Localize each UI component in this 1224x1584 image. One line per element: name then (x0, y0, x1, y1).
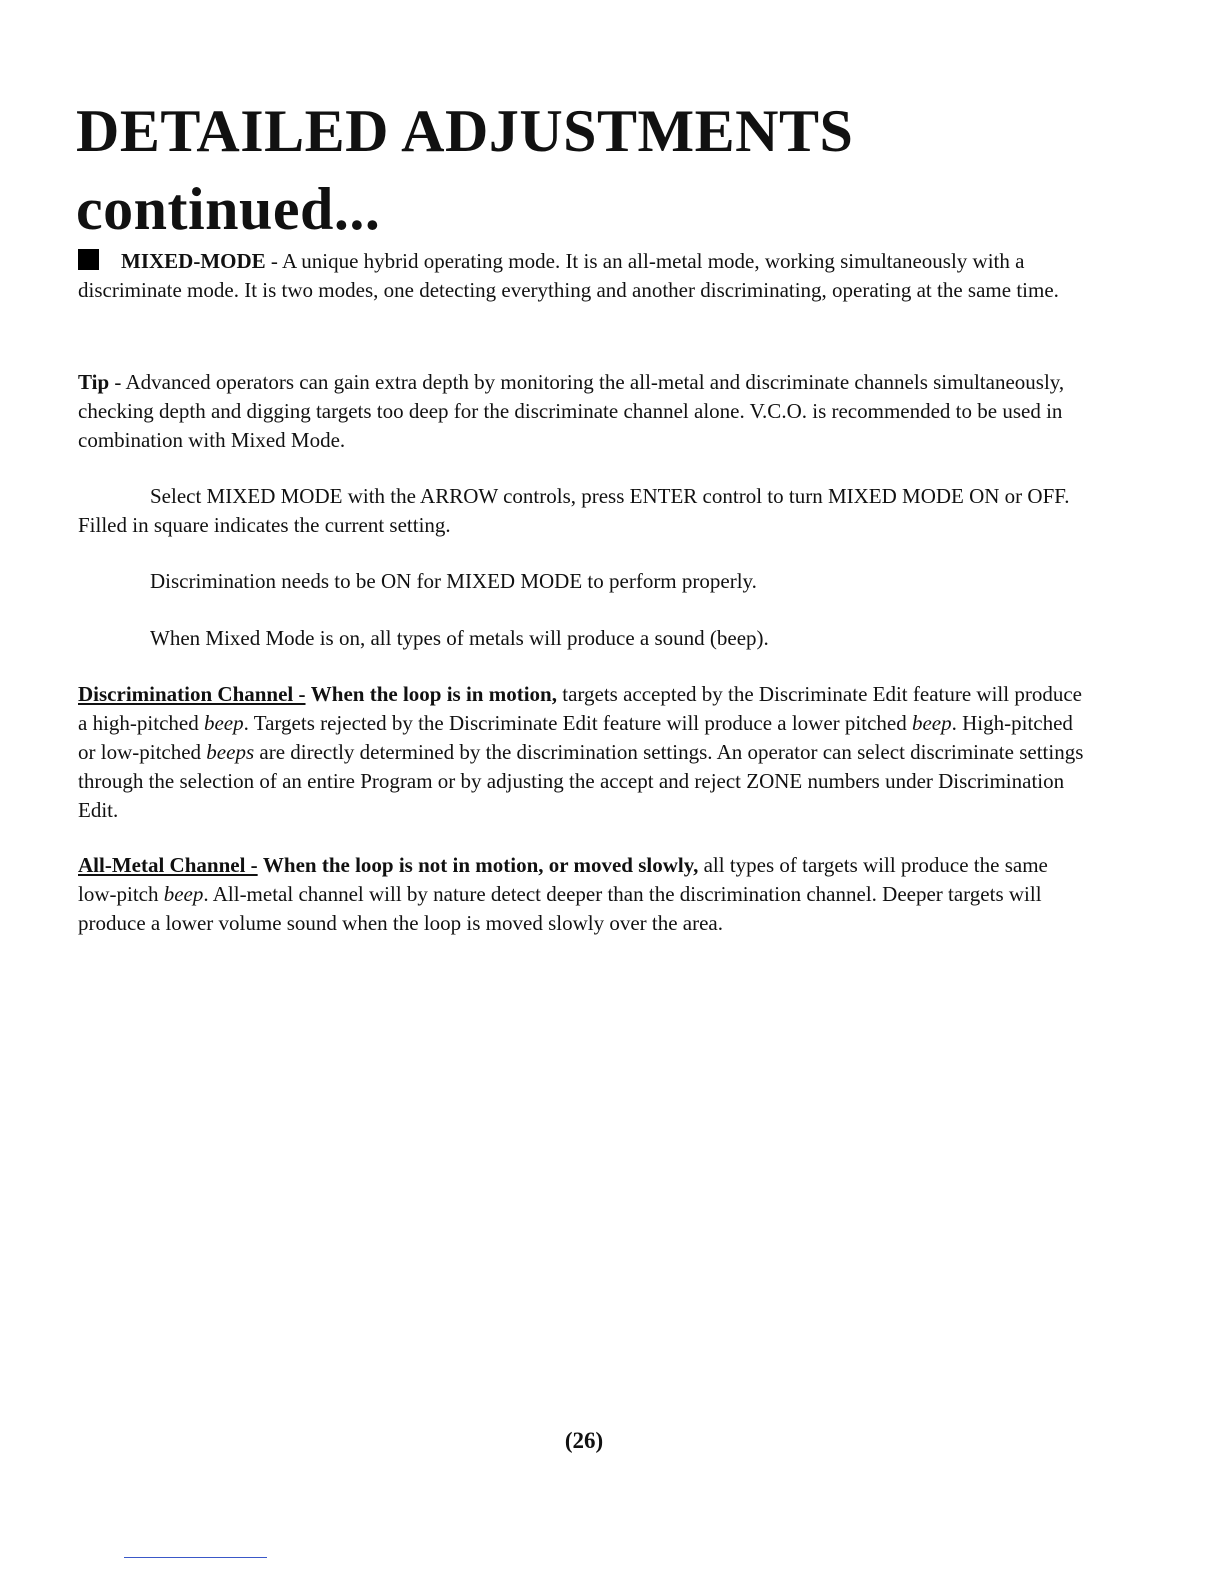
mixed-mode-note: When Mixed Mode is on, all types of metals will produce a sound (beep). (150, 626, 769, 650)
all-metal-channel-text-1: all types of targets will produce the same low-pitch (78, 853, 1048, 906)
all-metal-channel-lead: When the loop is not in motion, or moved slowly, (262, 853, 699, 877)
all-metal-channel-paragraph (78, 851, 1088, 938)
tip-text: - Advanced operators can gain extra depth by monitoring the all-metal and discriminate channels simultaneously, checking depth and digging targets too deep for the discriminate channel alone. V.C.O. is recommended to be used in combination with Mixed Mode. (78, 370, 1065, 452)
footer-rule (124, 1557, 267, 1558)
mixed-mode-heading: MIXED-MODE (121, 249, 266, 273)
title-line-2: continued... (76, 176, 381, 242)
discrimination-channel-text-2: . Targets rejected by the Discriminate Edit feature will produce a lower pitched (243, 711, 912, 735)
beep-italic-2: beep (911, 711, 952, 735)
discrimination-channel-text-3: . High-pitched or low-pitched (78, 711, 1073, 764)
beep-italic-1: beep (203, 711, 244, 735)
all-metal-channel-text-2: . All-metal channel will by nature detect deeper than the discrimination channel. Deeper targets will produce a lower volume sound when the loop is moved slowly over the area. (78, 882, 1042, 935)
page-number: (26) (564, 1428, 604, 1453)
tip-label: Tip (78, 370, 110, 394)
mixed-mode-text: - A unique hybrid operating mode. It is an all-metal mode, working simultaneously with a discriminate mode. It is two modes, one detecting everything and another discriminating, operating at the same time. (78, 249, 1059, 302)
discrimination-channel-paragraph (78, 680, 1088, 825)
select-instructions: Select MIXED MODE with the ARROW controls, press ENTER control to turn MIXED MODE ON or OFF. Filled in square indicates the current setting. (78, 484, 1070, 537)
mixed-mode-paragraph (78, 247, 1088, 305)
all-metal-channel-heading: All-Metal Channel - (78, 853, 258, 877)
title-line-1: DETAILED ADJUSTMENTS (76, 98, 854, 164)
beeps-italic: beeps (206, 740, 255, 764)
tip-paragraph (78, 368, 1088, 455)
filled-square-bullet-icon (78, 249, 99, 270)
discrimination-channel-lead: When the loop is in motion, (310, 682, 557, 706)
discrimination-channel-text-4: are directly determined by the discrimination settings. An operator can select discriminate settings through the selection of an entire Program or by adjusting the accept and reject ZONE numbers under Discrimination Edit. (78, 740, 1084, 822)
discrimination-channel-heading: Discrimination Channel - (78, 682, 306, 706)
page-title (76, 92, 853, 248)
beep-italic-3: beep (163, 882, 204, 906)
discrimination-note: Discrimination needs to be ON for MIXED MODE to perform properly. (150, 569, 757, 593)
discrimination-channel-text-1: targets accepted by the Discriminate Edit feature will produce a high-pitched (78, 682, 1082, 735)
